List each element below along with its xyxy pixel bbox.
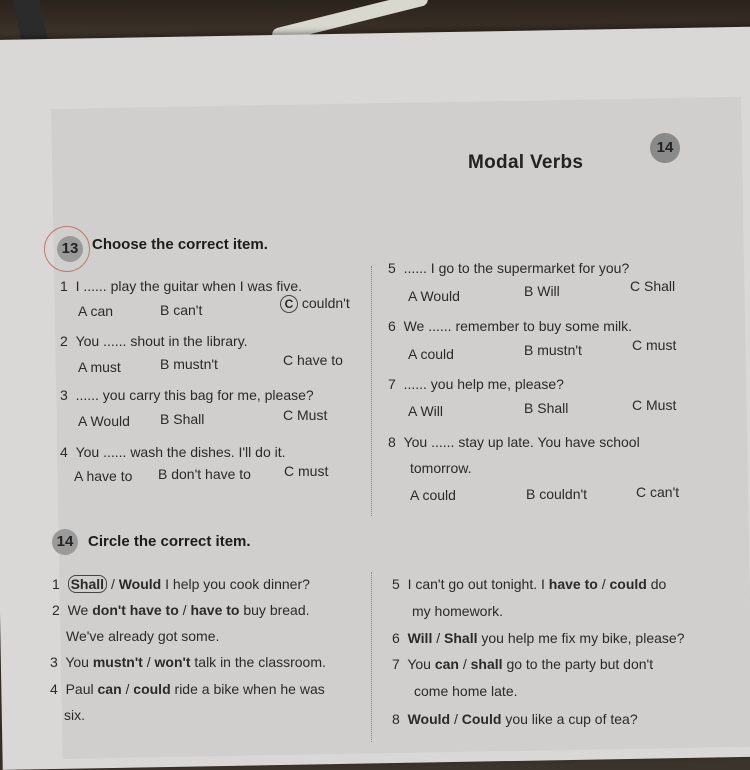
ex14-number-badge: 14 — [52, 529, 78, 555]
ex13-q1-option-c[interactable]: C couldn't — [280, 295, 350, 313]
ex13-q6-option-c[interactable]: C must — [632, 337, 677, 353]
ex14-q1-choice-2[interactable]: Would — [118, 576, 162, 592]
ex13-q1-option-b[interactable]: B can't — [160, 302, 203, 318]
ex14-q2-choice-2[interactable]: have to — [190, 602, 240, 618]
ex14-q6-choice-2[interactable]: Shall — [444, 630, 478, 646]
ex14-q4-line2: six. — [64, 707, 85, 723]
ex13-q3-option-b[interactable]: B Shall — [160, 411, 205, 427]
ex14-q1: 1 Shall / Would I help you cook dinner? — [52, 576, 310, 592]
ex13-q8: 8 You ...... stay up late. You have school — [388, 434, 640, 450]
ex14-q8: 8 Would / Could you like a cup of tea? — [392, 711, 638, 727]
ex13-q7: 7 ...... you help me, please? — [388, 376, 564, 392]
ex14-q5: 5 I can't go out tonight. I have to / could do — [392, 576, 667, 592]
ex14-q4: 4 Paul can / could ride a bike when he was — [50, 681, 325, 697]
ex14-q8-choice-2[interactable]: Could — [461, 711, 502, 727]
ex13-q6-option-a[interactable]: A could — [408, 346, 454, 362]
ex14-q5-choice-1[interactable]: have to — [548, 576, 598, 592]
ex13-q3-option-a[interactable]: A Would — [78, 413, 130, 429]
ex14-q3-choice-2[interactable]: won't — [154, 654, 191, 670]
ex14-q6-choice-1[interactable]: Will — [407, 630, 433, 646]
ex14-q4-choice-1[interactable]: can — [97, 681, 122, 697]
ex13-q7-option-a[interactable]: A Will — [408, 403, 443, 419]
ex13-q8-option-c[interactable]: C can't — [636, 484, 680, 500]
ex13-q5-option-a[interactable]: A Would — [408, 288, 460, 304]
ex13-q1-option-a[interactable]: A can — [78, 303, 114, 319]
ex14-q3: 3 You mustn't / won't talk in the classroom. — [50, 654, 326, 670]
ex13-q5-option-c[interactable]: C Shall — [630, 278, 676, 294]
ex14-q1-choice-1[interactable]: Shall — [68, 575, 107, 593]
ex13-q2-option-b[interactable]: B mustn't — [160, 356, 218, 372]
ex13-q7-option-c[interactable]: C Must — [632, 397, 677, 413]
ex13-title: Choose the correct item. — [92, 236, 268, 253]
page-title: Modal Verbs — [468, 152, 584, 173]
ex14-q6: 6 Will / Shall you help me fix my bike, please? — [392, 630, 685, 646]
ex13-q2-option-c[interactable]: C have to — [283, 352, 343, 368]
ex13-q2: 2 You ...... shout in the library. — [60, 333, 248, 349]
ex13-q4-option-c[interactable]: C must — [284, 463, 329, 479]
ex13-q8-line2: tomorrow. — [410, 460, 472, 476]
ex13-q5: 5 ...... I go to the supermarket for you? — [388, 260, 630, 276]
ex14-q7-choice-2[interactable]: shall — [470, 656, 503, 672]
ex13-q4: 4 You ...... wash the dishes. I'll do it. — [60, 444, 286, 460]
ex14-q2: 2 We don't have to / have to buy bread. — [52, 602, 310, 618]
ex14-q7-line2: come home late. — [414, 683, 518, 699]
ex13-q3: 3 ...... you carry this bag for me, please? — [60, 387, 314, 403]
ex14-q7-choice-1[interactable]: can — [434, 656, 459, 672]
ex13-q3-option-c[interactable]: C Must — [283, 407, 328, 423]
ex13-q8-option-b[interactable]: B couldn't — [526, 486, 588, 502]
column-divider-13 — [371, 266, 372, 516]
ex13-q5-option-b[interactable]: B Will — [524, 283, 560, 299]
ex14-q2-choice-1[interactable]: don't have to — [92, 602, 179, 618]
ex14-title: Circle the correct item. — [88, 533, 251, 550]
ex13-q2-option-a[interactable]: A must — [78, 359, 121, 375]
ex14-q5-choice-2[interactable]: could — [609, 576, 647, 592]
ex14-q4-choice-2[interactable]: could — [133, 681, 171, 697]
circled-answer-c: C — [280, 295, 298, 313]
ex14-q3-choice-1[interactable]: mustn't — [92, 654, 143, 670]
ex14-q8-choice-1[interactable]: Would — [407, 711, 451, 727]
ex13-q7-option-b[interactable]: B Shall — [524, 400, 569, 416]
ex13-q1: 1 I ...... play the guitar when I was five. — [60, 278, 303, 294]
ex14-q7: 7 You can / shall go to the party but don't — [392, 656, 654, 672]
ex13-number-badge: 13 — [57, 236, 83, 262]
ex13-q8-option-a[interactable]: A could — [410, 487, 456, 503]
ex13-q6: 6 We ...... remember to buy some milk. — [388, 318, 633, 334]
column-divider-14 — [371, 572, 372, 742]
ex14-q2-line2: We've already got some. — [66, 628, 220, 644]
page-number-badge: 14 — [650, 133, 680, 163]
ex13-q4-option-a[interactable]: A have to — [74, 468, 133, 484]
ex13-q6-option-b[interactable]: B mustn't — [524, 342, 582, 358]
ex14-q5-line2: my homework. — [412, 603, 504, 619]
ex13-q4-option-b[interactable]: B don't have to — [158, 466, 251, 482]
